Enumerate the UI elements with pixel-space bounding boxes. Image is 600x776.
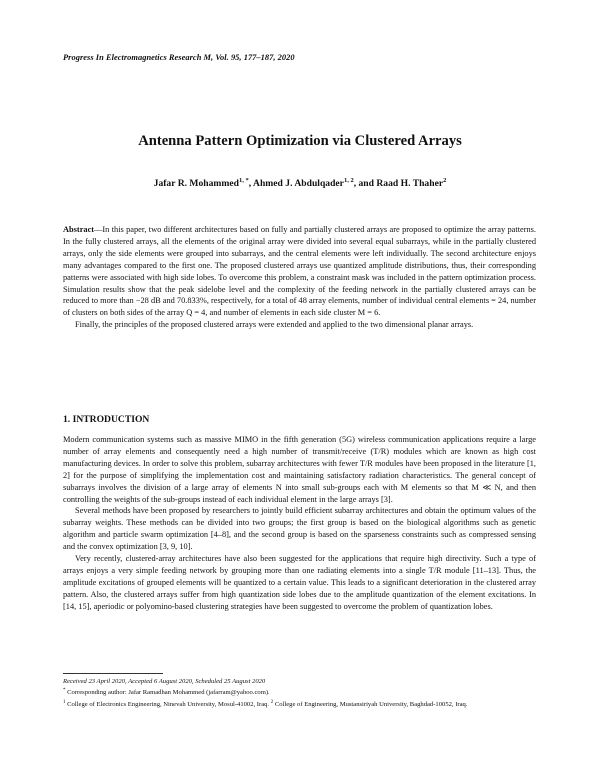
body-paragraph: Very recently, clustered-array architectures have also been suggested for the applications that require high directivity. Such a type of arrays enjoys a very simple feeding network by grouping more than one radiating elements into a single T/R module [11–13]. Thus, the amplitude excitations of grouped elements will be quantized to a certain value. This leads to a significant deterioration in the clustered array pattern. Also, the clustered arrays suffer from high quantization side lobes due to the amplitude quantization of the element excitations. In [14, 15], aperiodic or polyomino-based clustering strategies have been suggested to overcome the problem of quantization lobes. [63, 554, 536, 611]
footnote-mark: * [63, 688, 66, 694]
section-heading: 1. INTRODUCTION [63, 414, 150, 425]
author-separator: , [248, 178, 254, 190]
footnote-mark: 1 [63, 699, 66, 705]
abstract-paragraph: Finally, the principles of the proposed clustered arrays were extended and applied to the two dimensional planar arrays. [75, 320, 474, 330]
affiliation-text: College of Engineering, Mustansiriyah University, Baghdad-10052, Iraq. [274, 700, 468, 708]
abstract-text: —In this paper, two different architectures based on fully and partially clustered arrays are proposed to optimize the array patterns. In the fully clustered arrays, all the elements of the original array were divided into several equal subarrays, while in the partially clustered arrays, only the side elements were grouped into subarrays, and the central elements were left individually. The second architecture enjoys many advantages compared to the first one. The proposed clustered arrays use quantized amplitude distributions, thus, their corresponding patterns were associated with high side lobes. To overcome this problem, a constraint mask was included in the pattern optimization process. Simulation results show that the peak sidelobe level and the complexity of the feeding network in the partially clustered arrays can be reduced to more than −28 dB and 70.833%, respectively, for a total of 48 array elements, number of individual central elements = 24, number of clusters on both sides of the array Q = 4, and number of elements in each side cluster M = 6. [63, 225, 536, 318]
corresponding-author-text: Corresponding author: Jafar Ramadhan Mohammed (jafarram@yahoo.com). [67, 689, 270, 697]
body-paragraph: Several methods have been proposed by researchers to jointly build efficient subarray architectures and obtain the optimum values of the subarray weights. These methods can be divided into two groups; the first group is based on the biological algorithms such as genetic algorithm and particle swarm optimization [4–8], and the second group is based on the sparseness constraints such as compressed sensing and the convex optimization [3, 9, 10]. [63, 506, 536, 552]
author-list [0, 177, 600, 189]
footnote-divider [63, 673, 163, 674]
author-name: Raad H. Thaher [376, 178, 444, 190]
journal-header: Progress In Electromagnetics Research M, Vol. 95, 177–187, 2020 [63, 53, 295, 62]
section-body [63, 434, 536, 613]
paper-title: Antenna Pattern Optimization via Clustered Arrays [138, 133, 462, 149]
affiliation-text: College of Electronics Engineering, Ninevah University, Mosul-41002, Iraq. [67, 700, 270, 708]
abstract-label: Abstract [63, 225, 95, 234]
abstract-paragraph [63, 224, 536, 319]
body-paragraph: Modern communication systems such as massive MIMO in the fifth generation (5G) wireless communication applications require a large number of array elements and consequently need a high number of transmit/receive (T/R) modules which are known as high cost manufacturing devices. In order to solve this problem, subarray architectures with fewer T/R modules have been proposed in the literature [1, 2] for the purpose of simplifying the implementation cost and maintaining satisfactory radiation characteristics. The general concept of subarrays involves the division of a large array of elements N into small sub-groups each with M elements so that M ≪ N, and then controlling the weights of the sub-groups instead of each individual element in the large arrays [3]. [63, 435, 536, 504]
affiliation-note [63, 698, 536, 709]
author-name: Jafar R. Mohammed [153, 178, 239, 190]
author-affiliation-mark: 1, 2 [343, 177, 354, 184]
author-affiliation-mark: 2 [443, 177, 447, 184]
footnote-mark: 2 [270, 699, 274, 705]
abstract [63, 224, 536, 331]
footnotes [63, 677, 536, 709]
author-name: Ahmed J. Abdulqader [253, 178, 344, 190]
corresponding-author-note [63, 686, 536, 697]
author-separator: , and [353, 178, 377, 190]
author-affiliation-mark: 1, * [239, 177, 249, 184]
received-dates: Received 23 April 2020, Accepted 6 August 2020, Scheduled 25 August 2020 [63, 678, 266, 685]
